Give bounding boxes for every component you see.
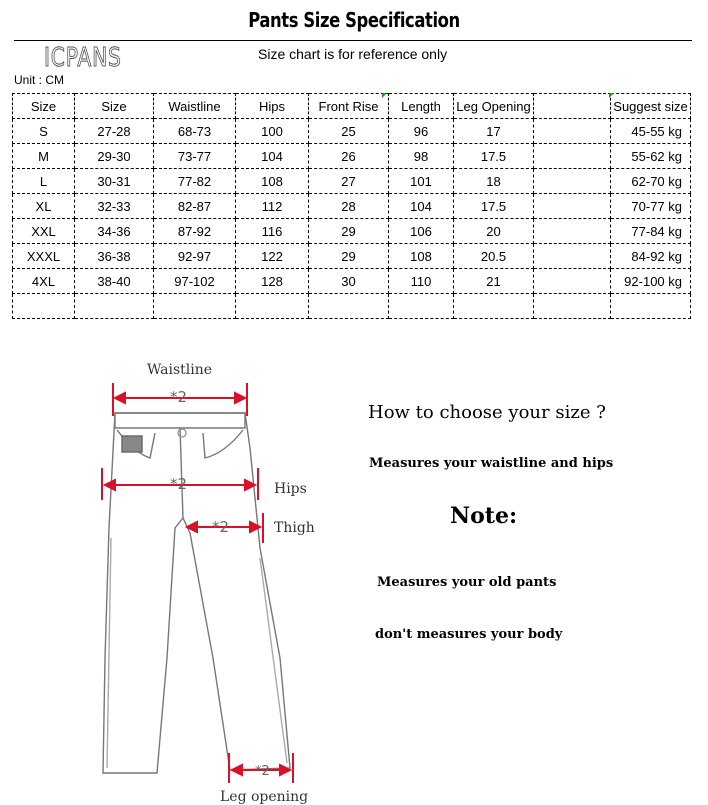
table-cell: 20: [454, 219, 534, 244]
leg-opening-label: Leg opening: [220, 789, 309, 805]
table-cell: 17.5: [454, 144, 534, 169]
table-cell: [534, 169, 611, 194]
table-cell: [309, 294, 389, 319]
table-cell: 110: [389, 269, 454, 294]
table-cell: 25: [309, 119, 389, 144]
waistline-label: Waistline: [147, 362, 213, 378]
table-cell: 87-92: [154, 219, 236, 244]
table-cell: [534, 294, 611, 319]
table-cell: [389, 294, 454, 319]
table-cell: [454, 294, 534, 319]
table-cell: 70-77 kg: [611, 194, 691, 219]
table-cell: 77-82: [154, 169, 236, 194]
table-cell: [534, 244, 611, 269]
pants-diagram: [95, 358, 325, 801]
note-not-body: don't measures your body: [375, 627, 563, 642]
table-cell: 62-70 kg: [611, 169, 691, 194]
table-cell: 55-62 kg: [611, 144, 691, 169]
table-cell: 17: [454, 119, 534, 144]
table-cell: M: [13, 144, 75, 169]
column-header: Hips: [236, 94, 309, 119]
cell-comment-marker: [382, 93, 387, 98]
brand-logo: ICPANS: [44, 43, 122, 73]
thigh-label: Thigh: [274, 520, 315, 536]
note-old-pants: Measures your old pants: [377, 575, 557, 590]
table-cell: 26: [309, 144, 389, 169]
size-table: [12, 93, 691, 319]
table-cell: 73-77: [154, 144, 236, 169]
table-cell: [534, 144, 611, 169]
note-heading: Note:: [450, 503, 518, 529]
table-cell: 104: [236, 144, 309, 169]
waist-times-two: *2: [170, 388, 188, 406]
table-cell: [75, 294, 154, 319]
table-cell: 92-100 kg: [611, 269, 691, 294]
table-cell: 116: [236, 219, 309, 244]
pants-outline: [103, 413, 290, 773]
title-divider: [14, 40, 692, 41]
table-cell: 18: [454, 169, 534, 194]
table-cell: 96: [389, 119, 454, 144]
guide-measure-line: Measures your waistline and hips: [369, 456, 614, 471]
column-header: Waistline: [154, 94, 236, 119]
table-cell: [534, 119, 611, 144]
table-cell: 84-92 kg: [611, 244, 691, 269]
table-cell: XXL: [13, 219, 75, 244]
table-cell: [534, 269, 611, 294]
table-cell: 77-84 kg: [611, 219, 691, 244]
unit-label: Unit : CM: [14, 73, 65, 87]
column-header: Size: [75, 94, 154, 119]
table-cell: 28: [309, 194, 389, 219]
table-cell: 92-97: [154, 244, 236, 269]
table-cell: 4XL: [13, 269, 75, 294]
table-cell: 45-55 kg: [611, 119, 691, 144]
table-cell: 21: [454, 269, 534, 294]
table-cell: 122: [236, 244, 309, 269]
table-header-row: [13, 94, 691, 119]
table-row: [13, 119, 691, 144]
leg-times-two: *2: [255, 764, 270, 779]
page-title: Pants Size Specification: [248, 8, 460, 32]
table-cell: 29: [309, 244, 389, 269]
table-cell: 38-40: [75, 269, 154, 294]
thigh-times-two: *2: [212, 518, 230, 536]
table-row: [13, 294, 691, 319]
table-cell: 108: [389, 244, 454, 269]
reference-note: Size chart is for reference only: [258, 46, 448, 62]
table-cell: [534, 219, 611, 244]
table-cell: 20.5: [454, 244, 534, 269]
table-cell: S: [13, 119, 75, 144]
table-cell: 106: [389, 219, 454, 244]
table-cell: 98: [389, 144, 454, 169]
column-header: [534, 94, 611, 119]
cell-comment-marker: [609, 93, 614, 98]
table-cell: 27-28: [75, 119, 154, 144]
table-row: [13, 244, 691, 269]
table-cell: 97-102: [154, 269, 236, 294]
table-cell: 108: [236, 169, 309, 194]
table-cell: 29-30: [75, 144, 154, 169]
guide-heading: How to choose your size ?: [368, 402, 606, 423]
table-cell: [611, 294, 691, 319]
table-row: [13, 144, 691, 169]
table-cell: XXXL: [13, 244, 75, 269]
column-header: Front Rise: [309, 94, 389, 119]
table-cell: 36-38: [75, 244, 154, 269]
table-cell: [534, 194, 611, 219]
table-row: [13, 194, 691, 219]
table-row: [13, 169, 691, 194]
table-cell: 27: [309, 169, 389, 194]
table-cell: 101: [389, 169, 454, 194]
table-cell: 34-36: [75, 219, 154, 244]
column-header: Length: [389, 94, 454, 119]
table-cell: [236, 294, 309, 319]
table-cell: [154, 294, 236, 319]
table-cell: 17.5: [454, 194, 534, 219]
table-cell: [13, 294, 75, 319]
column-header: Size: [13, 94, 75, 119]
table-cell: 30: [309, 269, 389, 294]
table-cell: 82-87: [154, 194, 236, 219]
table-cell: 30-31: [75, 169, 154, 194]
table-cell: 128: [236, 269, 309, 294]
table-cell: 68-73: [154, 119, 236, 144]
table-cell: 104: [389, 194, 454, 219]
column-header: Suggest size: [611, 94, 691, 119]
table-cell: 100: [236, 119, 309, 144]
table-row: [13, 219, 691, 244]
table-cell: 29: [309, 219, 389, 244]
hips-label: Hips: [274, 481, 307, 497]
table-cell: L: [13, 169, 75, 194]
column-header: Leg Opening: [454, 94, 534, 119]
table-row: [13, 269, 691, 294]
table-cell: XL: [13, 194, 75, 219]
table-cell: 32-33: [75, 194, 154, 219]
table-cell: 112: [236, 194, 309, 219]
hips-times-two: *2: [170, 475, 188, 493]
